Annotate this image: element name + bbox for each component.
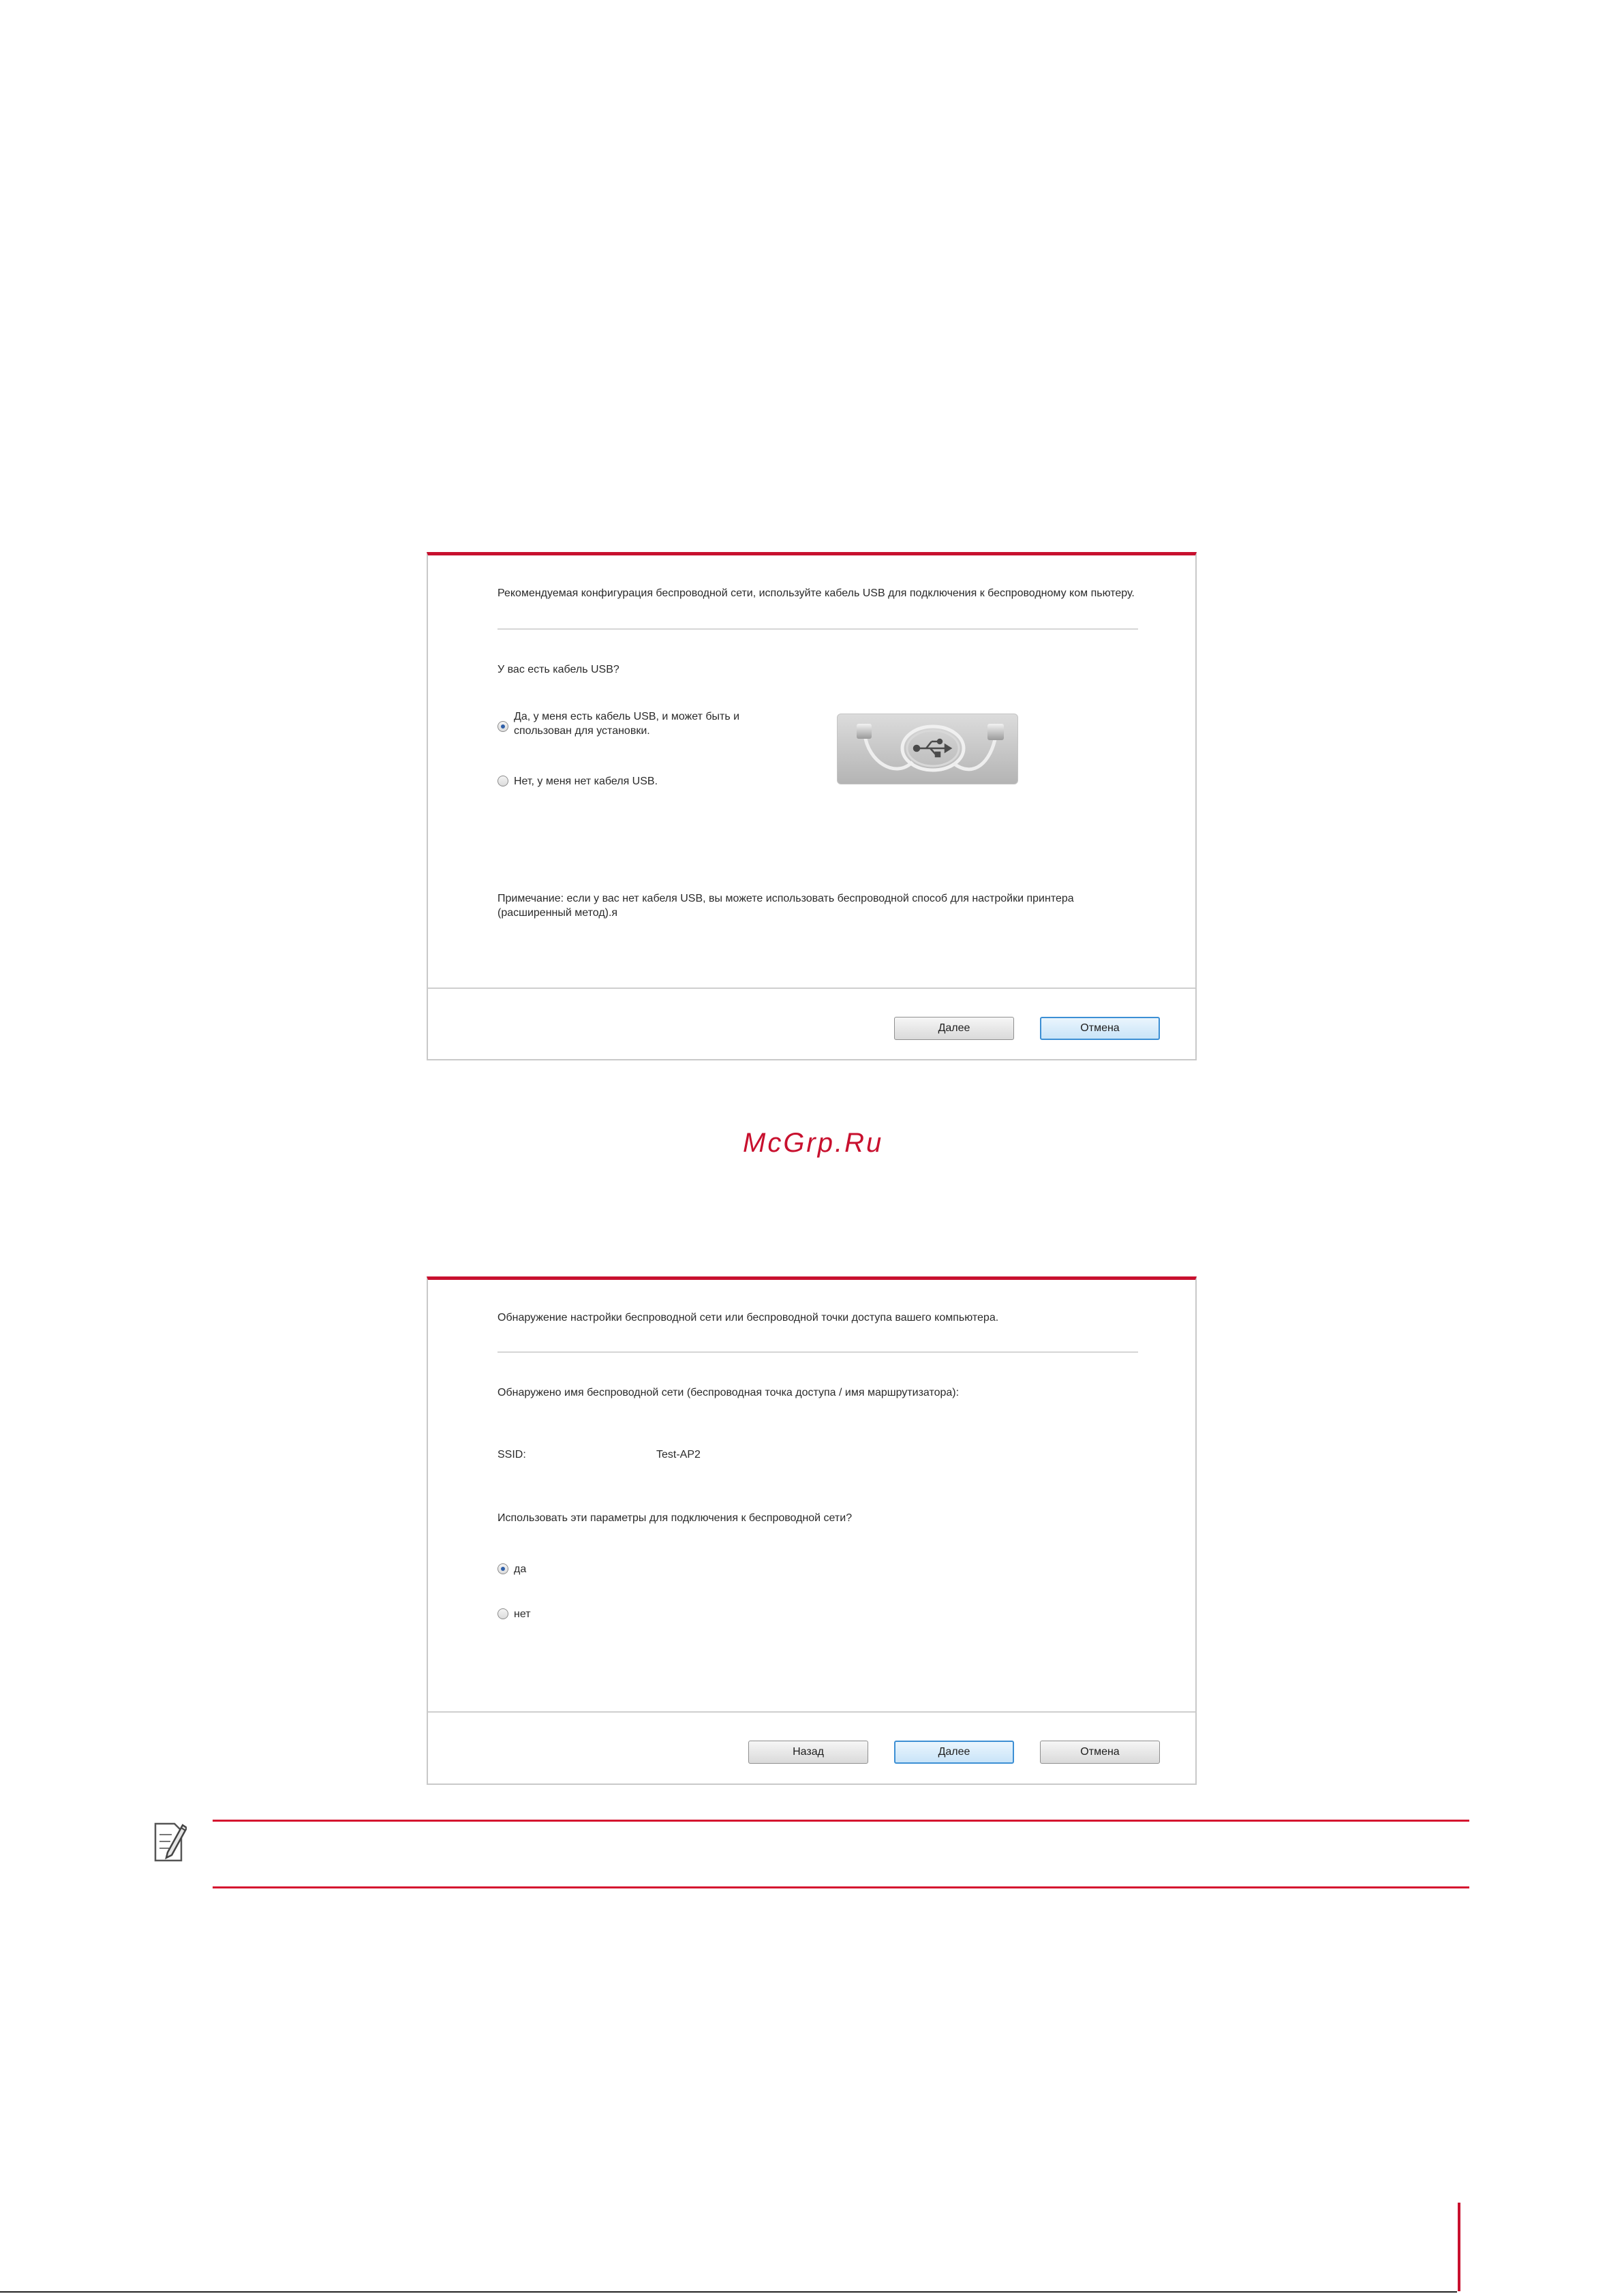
back-button[interactable]: Назад <box>748 1741 868 1764</box>
radio-usb-no[interactable] <box>497 776 508 786</box>
usb-cable-dialog <box>427 552 1197 1060</box>
dialog-footer-divider <box>428 988 1195 989</box>
usb-note-text: Примечание: если у вас нет кабеля USB, вы можете использовать беспроводной способ для настройки принтера (расширенный метод).я <box>497 893 1074 919</box>
cancel-button[interactable]: Отмена <box>1040 1741 1160 1764</box>
note-top-rule <box>213 1820 1469 1822</box>
ssid-label: SSID: <box>497 1449 526 1460</box>
radio-usb-yes-label[interactable]: Да, у меня есть кабель USB, и может быть и спользован для установки. <box>514 711 740 737</box>
usb-cable-icon <box>838 714 1018 784</box>
usb-cable-image <box>837 714 1018 784</box>
dialog-divider <box>497 628 1138 630</box>
radio-yes-label[interactable]: да <box>514 1563 527 1575</box>
note-bottom-rule <box>213 1886 1469 1888</box>
radio-no-label[interactable]: нет <box>514 1608 531 1620</box>
next-button[interactable]: Далее <box>894 1017 1014 1040</box>
dialog-divider <box>497 1351 1138 1353</box>
use-settings-question: Использовать эти параметры для подключения к беспроводной сети? <box>497 1512 853 1524</box>
radio-no[interactable] <box>497 1608 508 1619</box>
cancel-button[interactable]: Отмена <box>1040 1017 1160 1040</box>
usb-question: У вас есть кабель USB? <box>497 664 619 675</box>
note-pencil-icon <box>151 1818 187 1866</box>
wireless-detect-dialog <box>427 1276 1197 1785</box>
radio-usb-no-label[interactable]: Нет, у меня нет кабеля USB. <box>514 776 658 787</box>
dialog-intro-text: Обнаружение настройки беспроводной сети или беспроводной точки доступа вашего компьютера. <box>497 1312 999 1323</box>
ssid-value: Test-AP2 <box>656 1449 701 1460</box>
bottom-rule <box>0 2291 1457 2293</box>
radio-usb-yes[interactable] <box>497 721 508 732</box>
watermark: McGrp.Ru <box>743 1128 884 1158</box>
detected-network-label: Обнаружено имя беспроводной сети (беспроводная точка доступа / имя маршрутизатора): <box>497 1387 960 1398</box>
dialog-footer-divider <box>428 1711 1195 1713</box>
next-button[interactable]: Далее <box>894 1741 1014 1764</box>
dialog-intro-text: Рекомендуемая конфигурация беспроводной сети, используйте кабель USB для подключения к беспроводному ком пьютеру. <box>497 587 1135 599</box>
page-margin-marker <box>1458 2203 1460 2291</box>
radio-yes[interactable] <box>497 1563 508 1574</box>
